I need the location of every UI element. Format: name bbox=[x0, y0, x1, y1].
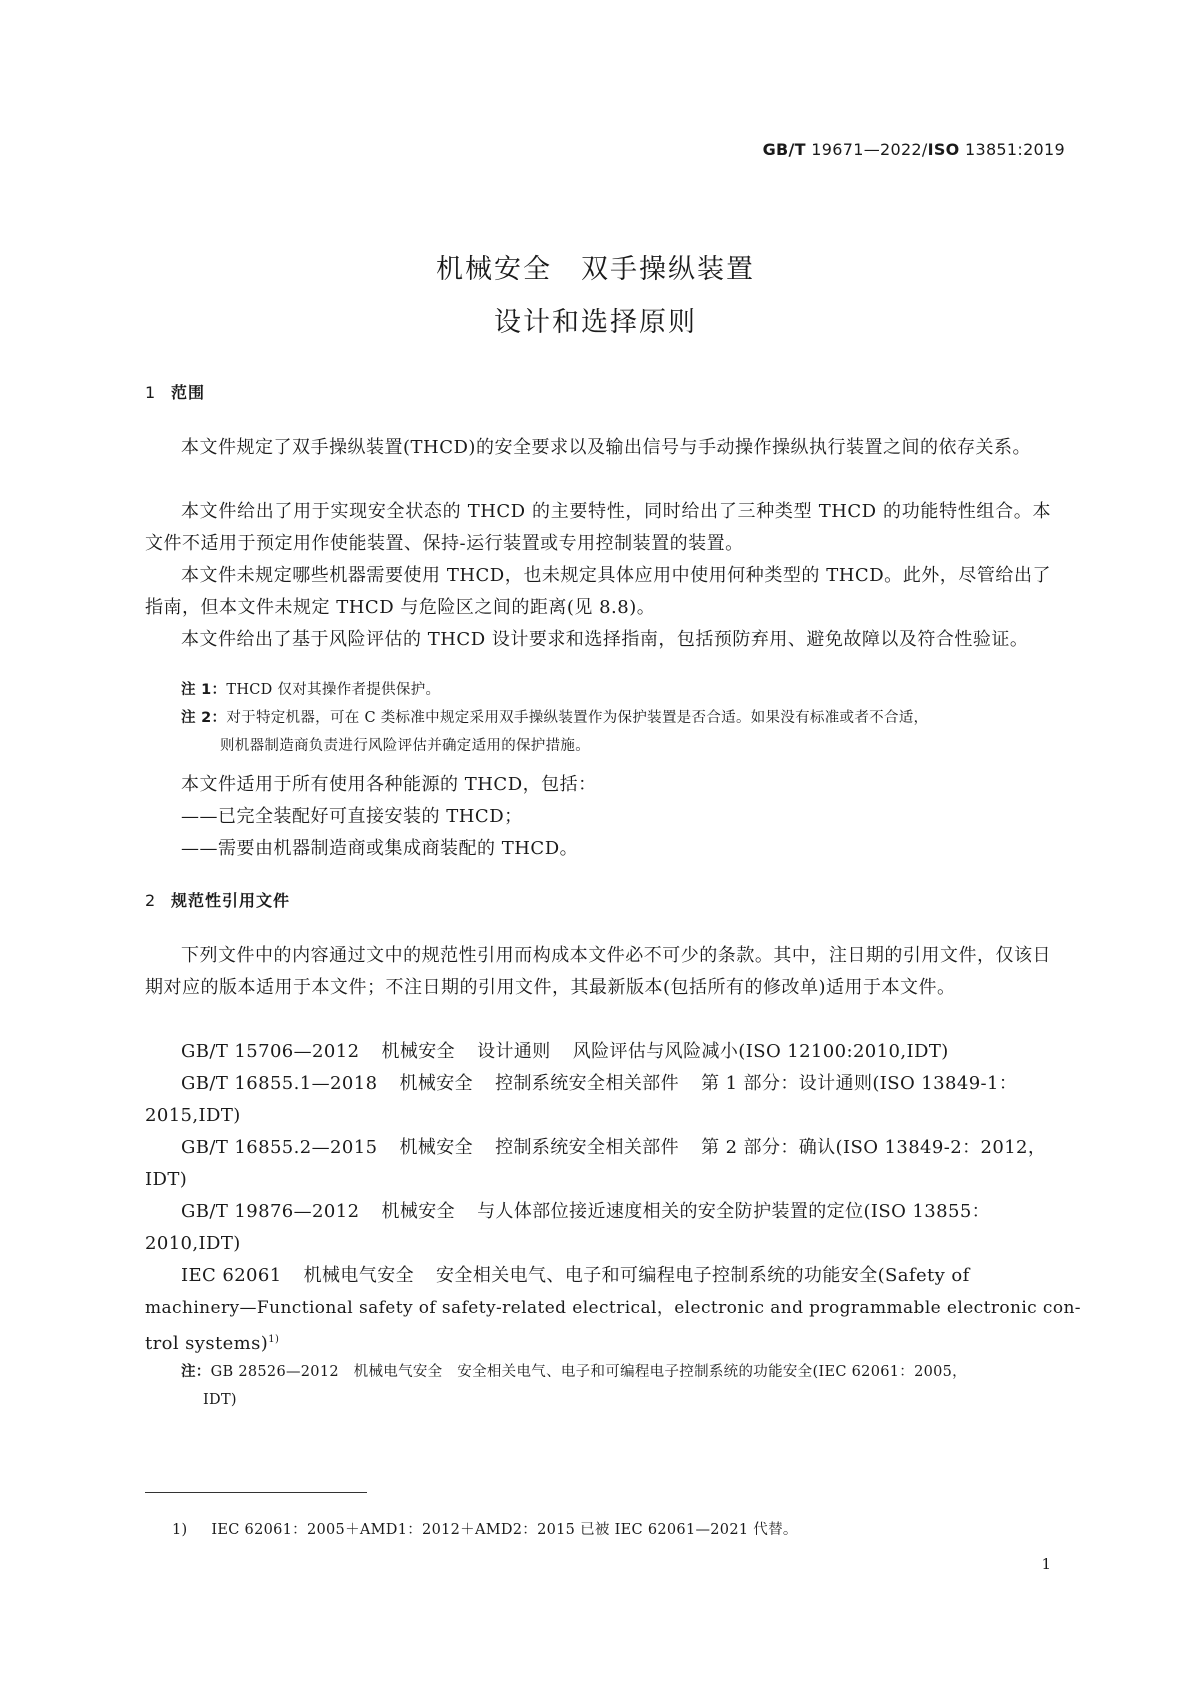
note-text-continued: 则机器制造商负责进行风险评估并确定适用的保护措施。 bbox=[220, 738, 590, 754]
reference-code: GB/T 19876—2012 bbox=[181, 1201, 360, 1222]
list-item-2: ——需要由机器制造商或集成商装配的 THCD。 bbox=[181, 838, 579, 859]
reference-title-part: 机械安全 bbox=[381, 1201, 456, 1222]
reference-title-part: 控制系统安全相关部件 bbox=[495, 1137, 680, 1158]
footnote-reference-mark[interactable]: 1) bbox=[268, 1334, 280, 1345]
footnote-divider bbox=[145, 1492, 367, 1493]
note-label: 注： bbox=[181, 1364, 211, 1380]
references-intro-paragraph: 下列文件中的内容通过文中的规范性引用而构成本文件必不可少的条款。其中，注日期的引用文件，仅该日期对应的版本适用于本文件；不注日期的引用文件，其最新版本(包括所有的修改单)适用于本文件。 bbox=[145, 945, 1051, 998]
reference-entry bbox=[145, 1132, 1051, 1196]
note-text: GB 28526—2012 机械电气安全 安全相关电气、电子和可编程电子控制系统的功能安全(IEC 62061：2005， bbox=[210, 1364, 967, 1380]
reference-code: GB/T 16855.2—2015 bbox=[181, 1137, 378, 1158]
section-1-heading bbox=[145, 380, 205, 403]
reference-title-part: 机械安全 bbox=[381, 1041, 456, 1062]
section-title: 范围 bbox=[171, 383, 206, 402]
footnote bbox=[172, 1518, 798, 1539]
reference-title-part: 与人体部位接近速度相关的安全防护装置的定位(ISO 13855： bbox=[477, 1201, 991, 1222]
reference-code: GB/T 15706—2012 bbox=[181, 1041, 360, 1062]
reference-title-part: 安全相关电气、电子和可编程电子控制系统的功能安全(Safety of bbox=[436, 1265, 970, 1286]
note-text-continued: IDT) bbox=[203, 1392, 237, 1408]
code-iso: ISO bbox=[927, 140, 960, 159]
section-title: 规范性引用文件 bbox=[171, 891, 291, 910]
note-label: 注 2： bbox=[181, 710, 227, 726]
note-1 bbox=[181, 676, 1051, 704]
reference-continued: 2015,IDT) bbox=[145, 1105, 241, 1126]
reference-continued: 2010,IDT) bbox=[145, 1233, 241, 1254]
reference-entry bbox=[145, 1196, 1051, 1260]
reference-code: GB/T 16855.1—2018 bbox=[181, 1073, 378, 1094]
footnote-text: IEC 62061：2005＋AMD1：2012＋AMD2：2015 已被 IEC 62061—2021 代替。 bbox=[211, 1522, 798, 1538]
reference-title-part: 控制系统安全相关部件 bbox=[495, 1073, 680, 1094]
reference-title-part: 第 1 部分：设计通则(ISO 13849-1： bbox=[701, 1073, 1018, 1094]
section-number: 1 bbox=[145, 383, 157, 402]
reference-continued: trol systems) bbox=[145, 1333, 269, 1354]
page-number: 1 bbox=[1041, 1555, 1051, 1573]
reference-entry bbox=[145, 1036, 1051, 1068]
scope-paragraph-3: 本文件未规定哪些机器需要使用 THCD，也未规定具体应用中使用何种类型的 THCD。此外，尽管给出了指南，但本文件未规定 THCD 与危险区之间的距离(见 8.8)。 bbox=[145, 565, 1051, 618]
scope-paragraph-5: 本文件适用于所有使用各种能源的 THCD，包括： bbox=[181, 774, 597, 795]
reference-title-part: 设计通则 bbox=[477, 1041, 551, 1062]
reference-title-part: 机械安全 bbox=[399, 1137, 474, 1158]
code-iso-num: 13851:2019 bbox=[964, 140, 1065, 159]
section-2-heading bbox=[145, 888, 290, 911]
reference-entry-iec bbox=[145, 1260, 1081, 1360]
code-gb-num: 19671—2022/ bbox=[811, 140, 928, 159]
document-title-line1: 机械安全 双手操纵装置 bbox=[436, 254, 755, 285]
reference-continued: IDT) bbox=[145, 1169, 188, 1190]
reference-title-part: 机械电气安全 bbox=[303, 1265, 415, 1286]
reference-title-part: 风险评估与风险减小(ISO 12100:2010,IDT) bbox=[572, 1041, 949, 1062]
footnote-mark: 1) bbox=[172, 1522, 188, 1538]
note-label: 注 1： bbox=[181, 682, 227, 698]
note-text: 对于特定机器，可在 C 类标准中规定采用双手操纵装置作为保护装置是否合适。如果没有标准或者不合适， bbox=[226, 710, 929, 726]
note-2 bbox=[181, 704, 1051, 760]
reference-note bbox=[181, 1358, 1051, 1414]
scope-paragraph-4: 本文件给出了基于风险评估的 THCD 设计要求和选择指南，包括预防弃用、避免故障以及符合性验证。 bbox=[181, 629, 1029, 650]
scope-paragraph-2: 本文件给出了用于实现安全状态的 THCD 的主要特性，同时给出了三种类型 THCD 的功能特性组合。本文件不适用于预定用作使能装置、保持-运行装置或专用控制装置的装置。 bbox=[145, 501, 1051, 554]
reference-code: IEC 62061 bbox=[181, 1265, 282, 1286]
standard-code bbox=[763, 140, 1065, 159]
reference-title-part: 机械安全 bbox=[399, 1073, 474, 1094]
list-item-1: ——已完全装配好可直接安装的 THCD； bbox=[181, 806, 523, 827]
note-text: THCD 仅对其操作者提供保护。 bbox=[226, 682, 441, 698]
reference-title-part: 第 2 部分：确认(ISO 13849-2：2012， bbox=[701, 1137, 1047, 1158]
section-number: 2 bbox=[145, 891, 157, 910]
code-gb: GB/T bbox=[762, 140, 806, 159]
scope-paragraph-1: 本文件规定了双手操纵装置(THCD)的安全要求以及输出信号与手动操作操纵执行装置之间的依存关系。 bbox=[181, 437, 1031, 458]
reference-entry bbox=[145, 1068, 1051, 1132]
document-title-line2: 设计和选择原则 bbox=[494, 307, 697, 338]
reference-continued: machinery—Functional safety of safety-related electrical，electronic and programmable electronic con- bbox=[145, 1298, 1081, 1318]
